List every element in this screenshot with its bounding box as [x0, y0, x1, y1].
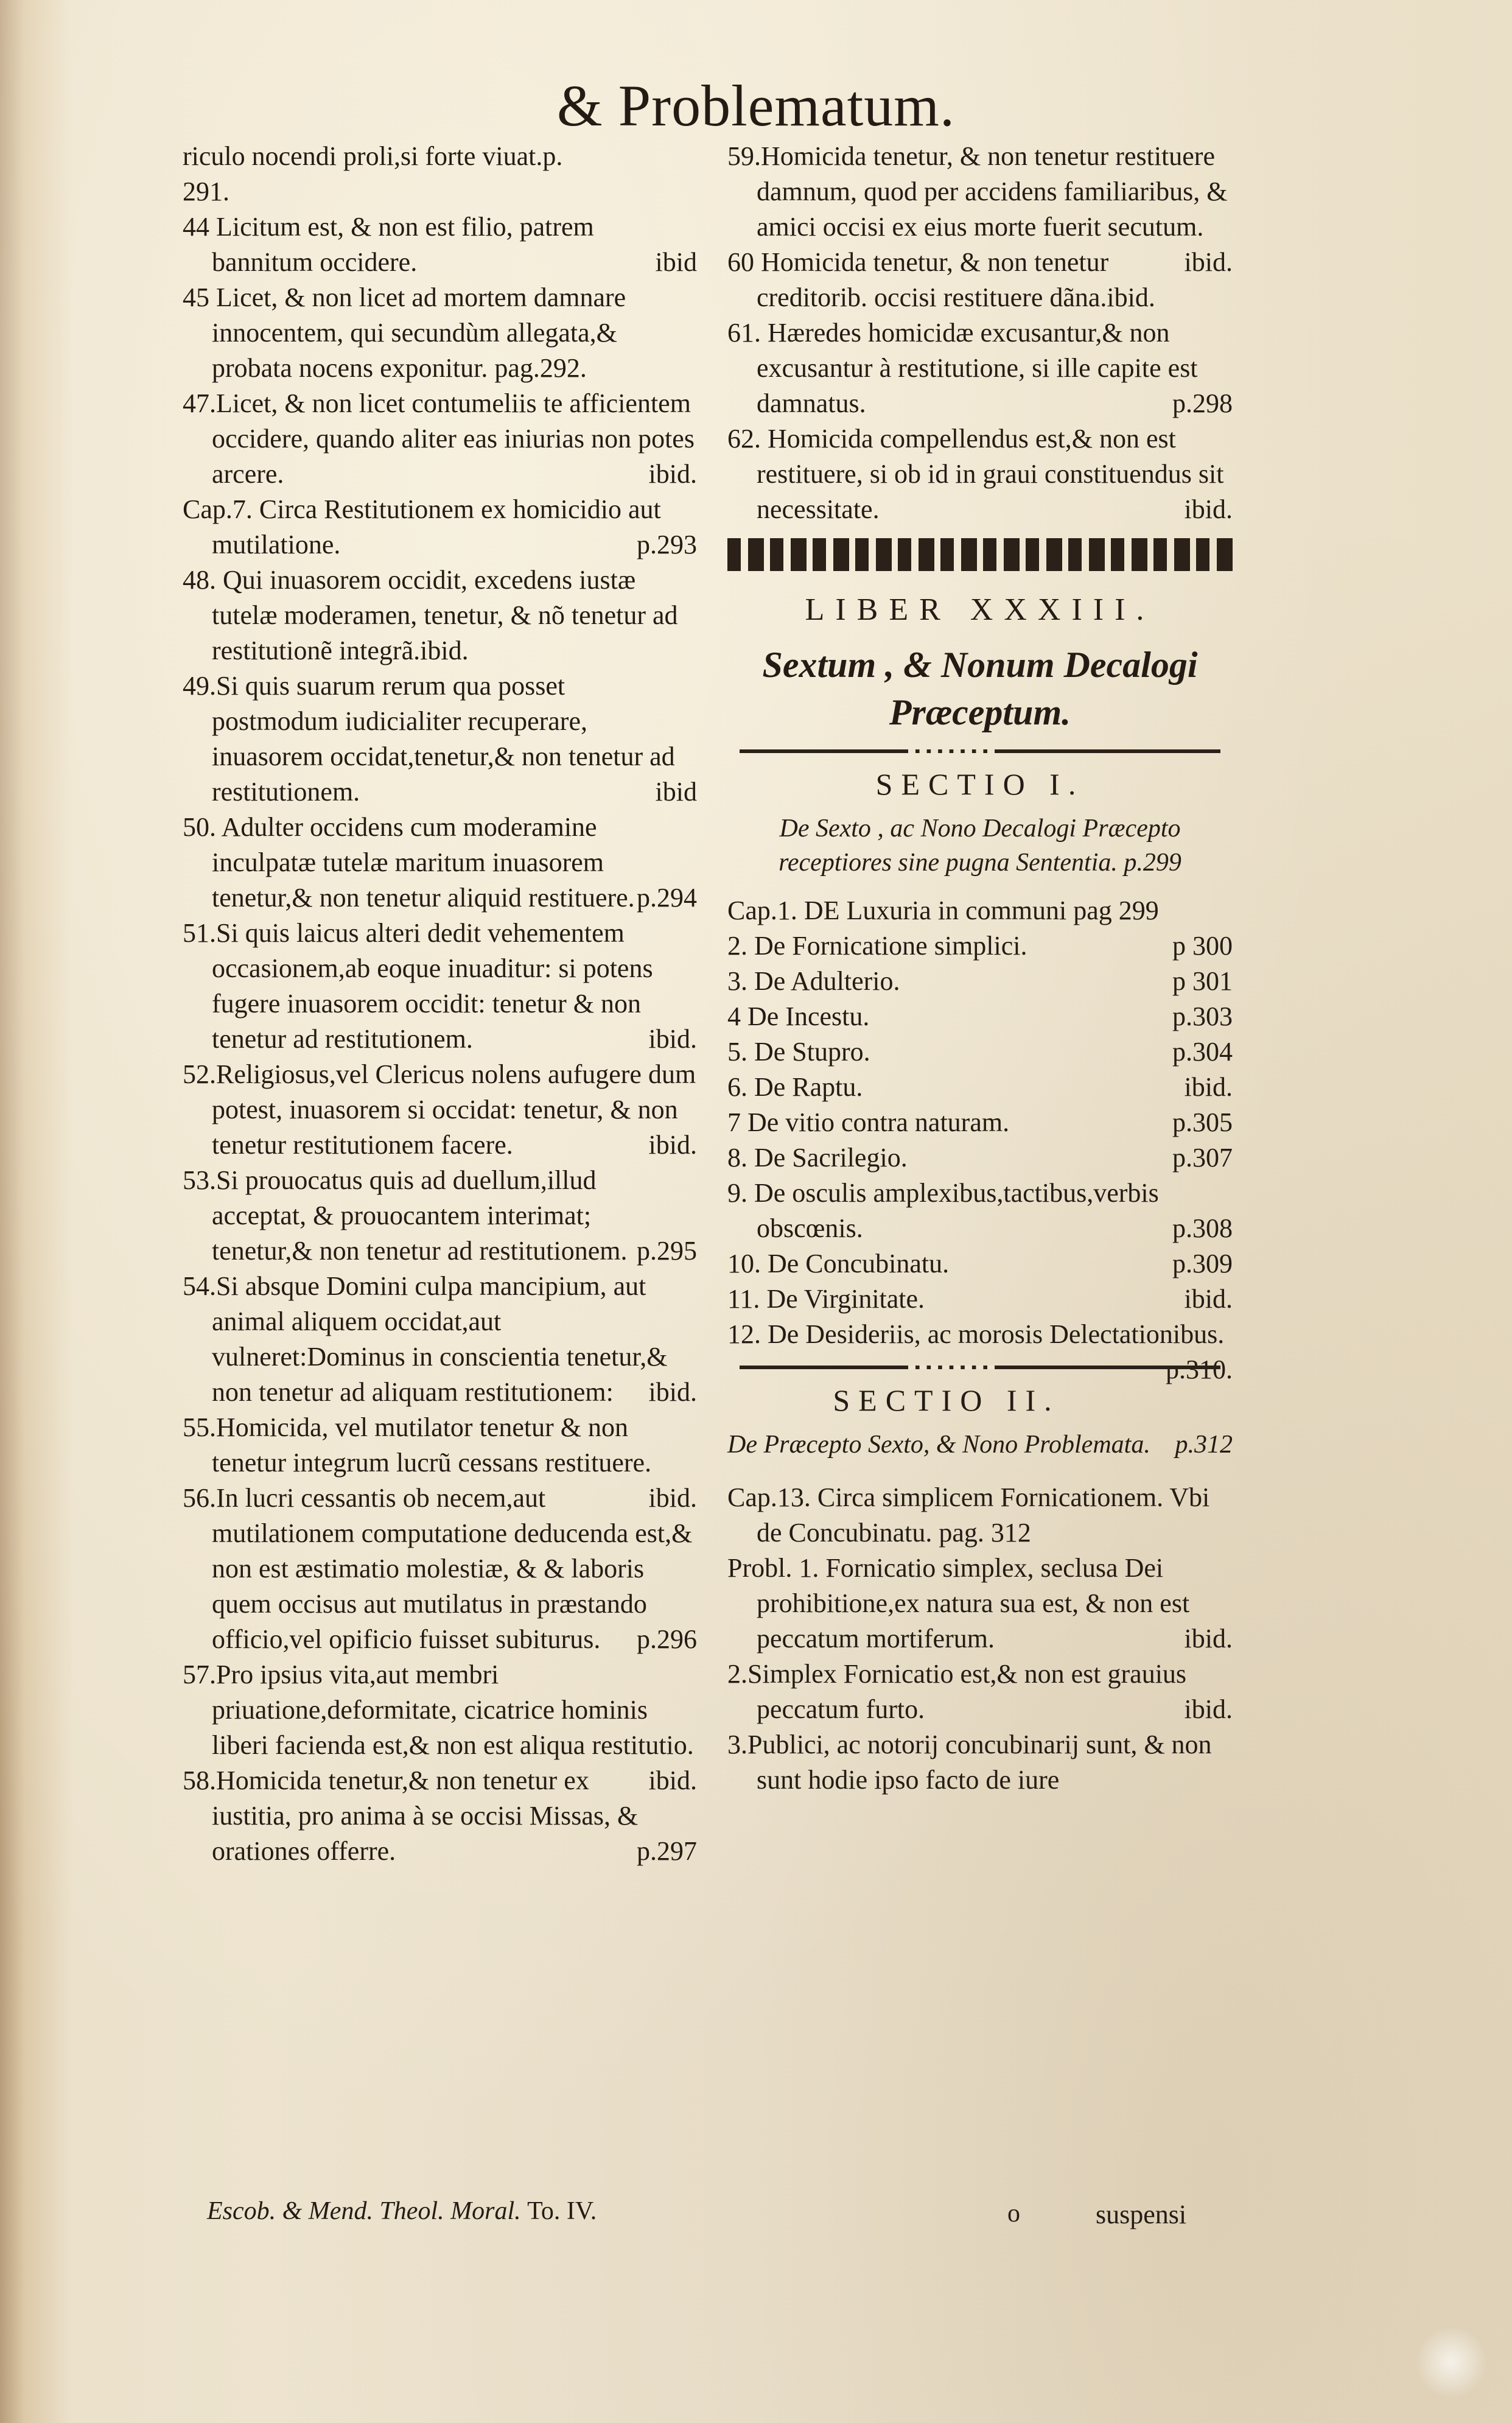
index-entry [727, 1657, 1233, 1727]
index-entry-page: p.297 [637, 1836, 697, 1866]
index-entry-page: p 301 [1172, 966, 1233, 996]
index-entry [183, 563, 697, 668]
right-column-top-entries [727, 139, 1233, 527]
index-entry-text: 7 De vitio contra naturam. [727, 1107, 1010, 1137]
index-entry [727, 1105, 1233, 1140]
sectio-1-description: De Sexto , ac Nono Decalogi Præcepto receptiores sine pugna Sententia. p.299 [779, 815, 1181, 877]
index-entry [183, 1163, 697, 1269]
catchword: suspensi [1096, 2200, 1187, 2229]
index-entry [183, 1269, 697, 1410]
index-entry [183, 1057, 697, 1163]
sectio-2-heading: SECTIO II. [833, 1383, 1060, 1417]
index-entry-page: ibid. [1184, 1694, 1233, 1724]
index-entry [727, 1727, 1233, 1798]
index-entry-page: p.305 [1172, 1107, 1233, 1137]
index-entry-page: p.303 [1172, 1001, 1233, 1031]
index-entry-text: 2. De Fornicatione simplici. [727, 931, 1027, 961]
index-entry [183, 668, 697, 810]
sectio-2-desc-text: De Præcepto Sexto, & Nono Problemata. [727, 1431, 1150, 1459]
index-entry-page: p.294 [637, 883, 697, 913]
sectio-2-page: p.312 [1175, 1431, 1233, 1459]
index-entry-page: p.309 [1172, 1249, 1233, 1278]
index-entry-text: 45 Licet, & non licet ad mortem damnare innocentem, qui secundùm allegata,& probata nocens exponitur. pag.292. [183, 282, 626, 383]
index-entry-page: ibid. [1184, 1284, 1233, 1314]
index-entry [183, 1481, 697, 1657]
index-entry [727, 893, 1233, 928]
index-entry-page: p 300 [1172, 931, 1233, 961]
index-entry [727, 1140, 1233, 1176]
index-entry-text: 62. Homicida compellendus est,& non est restituere, si ob id in graui constituendus sit necessitate. [727, 424, 1224, 524]
index-entry [727, 139, 1233, 277]
index-entry-text: 5. De Stupro. [727, 1037, 870, 1067]
index-entry [183, 209, 697, 280]
index-entry-text: 55.Homicida, vel mutilator tenetur & non tenetur integrum lucrũ cessans restituere. [183, 1412, 652, 1478]
index-entry-page: p.310. [1166, 1355, 1233, 1384]
index-entry-text: 44 Licitum est, & non est filio, patrem bannitum occidere. [183, 212, 594, 277]
index-entry [727, 1070, 1233, 1105]
index-entry-page: p.296 [637, 1624, 697, 1654]
index-entry-text: Probl. 1. Fornicatio simplex, seclusa Dei prohibitione,ex natura sua est, & non est peccatum mortiferum. [727, 1553, 1190, 1653]
index-entry-page: p.293 [637, 530, 697, 559]
index-entry-page: ibid. [648, 459, 697, 489]
footer-signature-line [207, 2197, 597, 2226]
index-entry [727, 245, 1233, 315]
index-entry [183, 1763, 697, 1869]
index-entry-text: riculo nocendi proli,si forte viuat.p. [183, 141, 563, 171]
index-entry-text: 47.Licet, & non licet contumeliis te afficientem occidere, quando aliter eas iniurias non potes arcere. [183, 388, 695, 489]
index-entry-page: ibid. [648, 1130, 697, 1160]
index-entry-page: p.307 [1172, 1143, 1233, 1173]
liber-subtitle: Sextum , & Nonum Decalogi Præceptum. [762, 645, 1198, 732]
index-entry [183, 174, 697, 209]
index-entry-page: p.308 [1172, 1213, 1233, 1243]
section-divider [740, 749, 1220, 753]
index-entry-page: ibid [655, 247, 697, 277]
index-entry-text: 48. Qui inuasorem occidit, excedens iustæ tutelæ moderamen, tenetur, & nõ tenetur ad restitutionẽ integrã.ibid. [183, 565, 678, 665]
index-entry-text: 58.Homicida tenetur,& non tenetur ex iustitia, pro anima à se occisi Missas, & orationes offerre. [183, 1766, 639, 1866]
index-entry-text: 56.In lucri cessantis ob necem,aut mutilationem computatione deducenda est,& non est æstimatio molestiæ, & & laboris quem occisus aut mutilatus in præstando officio,vel opificio fuisset subiturus. [183, 1483, 693, 1654]
index-entry [727, 421, 1233, 527]
index-entry-text: 51.Si quis laicus alteri dedit vehementem occasionem,ab eoque inuaditur: si potens fugere inuasorem occidit: tenetur & non tenetur ad restitutionem. [183, 918, 653, 1054]
page-corner-highlight [1415, 2326, 1488, 2399]
footer-volume: To. IV. [527, 2197, 597, 2225]
index-entry [183, 916, 697, 1057]
index-entry [727, 964, 1233, 999]
index-entry-page: ibid. [648, 1024, 697, 1054]
index-entry [727, 1551, 1233, 1657]
index-entry-page: ibid. [648, 1766, 697, 1795]
index-entry-text: 12. De Desideriis, ac morosis Delectationibus. [727, 1319, 1225, 1349]
index-entry-text: 61. Hæredes homicidæ excusantur,& non excusantur à restitutione, si ille capite est damnatus. [727, 318, 1198, 418]
index-entry-page: p.295 [637, 1236, 697, 1266]
index-entry-text: Cap.13. Circa simplicem Fornicationem. Vbi de Concubinatu. pag. 312 [727, 1482, 1210, 1548]
index-entry [727, 999, 1233, 1034]
index-entry-page: ibid. [1184, 1072, 1233, 1102]
sectio-2-description [727, 1428, 1233, 1462]
index-entry-page: ibid. [648, 1483, 697, 1513]
index-entry-page: ibid. [1184, 1624, 1233, 1653]
ornamental-band [727, 533, 1233, 576]
index-entry-text: 59.Homicida tenetur, & non tenetur restituere damnum, quod per accidens familiaribus, & amici occisi ex eius morte fuerit secutum. [727, 141, 1228, 242]
index-entry-text: 50. Adulter occidens cum moderamine inculpatæ tutelæ maritum inuasorem tenetur,& non tenetur aliquid restituere. [183, 812, 635, 913]
index-entry [727, 1282, 1233, 1317]
index-entry [727, 315, 1233, 421]
index-entry-text: 2.Simplex Fornicatio est,& non est grauius peccatum furto. [727, 1659, 1187, 1724]
index-entry [183, 1657, 697, 1795]
index-entry-page: ibid. [1184, 247, 1233, 277]
index-entry [183, 139, 697, 174]
index-entry-page: p.304 [1172, 1037, 1233, 1067]
index-entry-text: 291. [183, 177, 229, 206]
sectio-1-heading: SECTIO I. [875, 767, 1085, 801]
section-divider [740, 1366, 1220, 1369]
index-entry-text: 4 De Incestu. [727, 1001, 870, 1031]
running-head: & Problematum. [557, 73, 955, 138]
signature-mark: o [1007, 2200, 1020, 2228]
index-entry-text: 8. De Sacrilegio. [727, 1143, 908, 1173]
index-entry-text: 53.Si prouocatus quis ad duellum,illud acceptat, & prouocantem interimat; tenetur,& non tenetur ad restitutionem. [183, 1165, 628, 1266]
index-entry-text: 6. De Raptu. [727, 1072, 863, 1102]
index-entry [727, 1317, 1233, 1384]
index-entry [727, 928, 1233, 964]
index-entry-text: 57.Pro ipsius vita,aut membri priuatione,deformitate, cicatrice hominis liberi facienda est,& non est aliqua restitutio. [183, 1660, 694, 1760]
index-entry-text: 52.Religiosus,vel Clericus nolens aufugere dum potest, inuasorem si occidat: tenetur, & non tenetur restitutionem facere. [183, 1059, 696, 1160]
index-entry-text: 54.Si absque Domini culpa mancipium, aut animal aliquem occidat,aut vulneret:Dominus in conscientia tenetur,& non tenetur ad aliquam restitutionem: [183, 1271, 668, 1407]
index-entry-text: 11. De Virginitate. [727, 1284, 925, 1314]
left-column [183, 139, 697, 1869]
index-entry [183, 1410, 697, 1513]
index-entry-page: ibid [655, 777, 697, 807]
index-entry-text: 3.Publici, ac notorij concubinarij sunt, & non sunt hodie ipso facto de iure [727, 1730, 1212, 1795]
right-column [727, 139, 1233, 1798]
index-entry-text: 10. De Concubinatu. [727, 1249, 950, 1278]
index-entry-text: Cap.1. DE Luxuria in communi pag 299 [727, 896, 1159, 925]
index-entry-text: 3. De Adulterio. [727, 966, 900, 996]
index-entry [183, 280, 697, 386]
index-entry-text: 9. De osculis amplexibus,tactibus,verbis obscœnis. [727, 1178, 1159, 1243]
index-entry [727, 1034, 1233, 1070]
index-entry-page: ibid. [1184, 494, 1233, 524]
index-entry-page: ibid. [648, 1377, 697, 1407]
index-entry-page: p.298 [1172, 388, 1233, 418]
index-entry [183, 810, 697, 916]
index-entry [727, 1246, 1233, 1282]
sectio-2-entries [727, 1480, 1233, 1798]
liber-heading: LIBER XXXIII. [805, 592, 1155, 627]
index-entry [727, 1176, 1233, 1246]
index-entry-text: 49.Si quis suarum rerum qua posset postmodum iudicialiter recuperare, inuasorem occidat,tenetur,& non tenetur ad restitutionem. [183, 671, 675, 807]
index-entry [183, 386, 697, 492]
footer-signature: Escob. & Mend. Theol. Moral. [207, 2197, 521, 2225]
sectio-1-entries [727, 893, 1233, 1384]
index-entry [727, 1480, 1233, 1551]
index-entry-text: Cap.7. Circa Restitutionem ex homicidio aut mutilatione. [183, 494, 661, 559]
index-entry [183, 492, 697, 563]
index-entry-text: 60 Homicida tenetur, & non tenetur creditorib. occisi restituere dãna.ibid. [727, 247, 1155, 312]
